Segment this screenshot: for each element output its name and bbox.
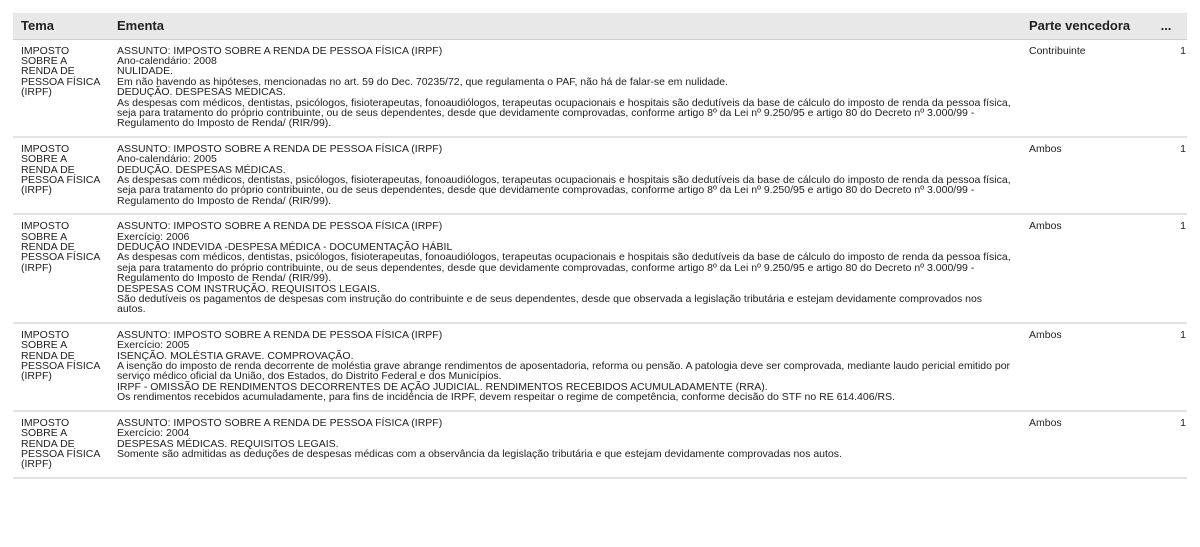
ementa-line: ASSUNTO: IMPOSTO SOBRE A RENDA DE PESSOA FÍSICA (IRPF) [117, 328, 443, 341]
results-table-container [13, 13, 1187, 479]
results-table [13, 13, 1187, 479]
ementa-line: A isenção do imposto de renda decorrente de moléstia grave abrange rendimentos de aposentadoria, reforma ou pensão. A patologia deve ser comprovada, mediante laudo pericial emitido por serviço médico oficial da União, dos Estados, do Distrito Federal e dos Municípios. [117, 360, 1011, 383]
ementa-line: NULIDADE. [117, 65, 174, 78]
table-body [13, 39, 1187, 478]
cell-ementa [109, 411, 1021, 478]
cell-count: 1 [1145, 137, 1187, 214]
ementa-line: São dedutíveis os pagamentos de despesas com instrução do contribuinte e de seus dependentes, desde que observada a legislação tributária e estejam devidamente comprovados nos autos. [117, 293, 983, 316]
ementa-line: Exercício: 2004 [117, 427, 190, 440]
ementa-line: DEDUÇÃO. DESPESAS MÉDICAS. [117, 163, 286, 176]
ementa-line: ISENÇÃO. MOLÉSTIA GRAVE. COMPROVAÇÃO. [117, 349, 354, 362]
cell-parte-vencedora: Ambos [1021, 214, 1145, 323]
ementa-line: As despesas com médicos, dentistas, psicólogos, fisioterapeutas, fonoaudiólogos, terapeutas ocupacionais e hospitais são dedutíveis da base de cálculo do imposto de renda da pessoa física, seja para tratamento do próprio contribuinte, ou de seus dependentes, desde que devidamente comprovadas, conforme artigo 8º da Lei nº 9.250/95 e artigo 80 do Decreto nº 3.000/99 - Regulamento do Imposto de Renda/ (RIR/99). [117, 251, 1011, 285]
cell-parte-vencedora: Ambos [1021, 323, 1145, 411]
ementa-line: Exercício: 2006 [117, 230, 190, 243]
cell-parte-vencedora: Ambos [1021, 411, 1145, 478]
header-parte-vencedora[interactable]: Parte vencedora [1021, 13, 1145, 39]
ementa-line: DESPESAS COM INSTRUÇÃO. REQUISITOS LEGAIS. [117, 282, 380, 295]
cell-tema: IMPOSTO SOBRE A RENDA DE PESSOA FÍSICA (IRPF) [13, 39, 109, 137]
ementa-line: IRPF - OMISSÃO DE RENDIMENTOS DECORRENTES DE AÇÃO JUDICIAL. RENDIMENTOS RECEBIDOS ACUMULADAMENTE (RRA). [117, 380, 768, 393]
table-row[interactable] [13, 411, 1187, 478]
ementa-line: DEDUÇÃO. DESPESAS MÉDICAS. [117, 86, 286, 99]
cell-parte-vencedora: Contribuinte [1021, 39, 1145, 137]
ementa-line: DEDUÇÃO INDEVIDA -DESPESA MÉDICA - DOCUMENTAÇÃO HÁBIL [117, 241, 453, 253]
cell-ementa [109, 39, 1021, 137]
cell-tema: IMPOSTO SOBRE A RENDA DE PESSOA FÍSICA (IRPF) [13, 323, 109, 411]
ementa-line: DESPESAS MÉDICAS. REQUISITOS LEGAIS. [117, 437, 339, 450]
ementa-line: As despesas com médicos, dentistas, psicólogos, fisioterapeutas, fonoaudiólogos, terapeutas ocupacionais e hospitais são dedutíveis da base de cálculo do imposto de renda da pessoa física, seja para tratamento do próprio contribuinte, ou de seus dependentes, desde que devidamente comprovadas, conforme artigo 8º da Lei nº 9.250/95 e artigo 80 do Decreto nº 3.000/99 - Regulamento do Imposto de Renda/ (RIR/99). [117, 96, 1011, 130]
header-row [13, 13, 1187, 39]
header-tema[interactable]: Tema [13, 13, 109, 39]
ementa-line: Em não havendo as hipóteses, mencionadas no art. 59 do Dec. 70235/72, que regulamenta o PAF, não há de falar-se em nulidade. [117, 75, 728, 88]
table-row[interactable] [13, 137, 1187, 214]
ementa-line: Somente são admitidas as deduções de despesas médicas com a observância da legislação tributária e que estejam devidamente comprovadas nos autos. [117, 447, 842, 460]
ementa-line: ASSUNTO: IMPOSTO SOBRE A RENDA DE PESSOA FÍSICA (IRPF) [117, 220, 443, 233]
table-header [13, 13, 1187, 39]
table-row[interactable] [13, 39, 1187, 137]
ementa-line: Exercício: 2005 [117, 339, 190, 352]
cell-count: 1 [1145, 323, 1187, 411]
header-ementa[interactable]: Ementa [109, 13, 1021, 39]
ementa-line: ASSUNTO: IMPOSTO SOBRE A RENDA DE PESSOA FÍSICA (IRPF) [117, 142, 443, 155]
cell-ementa [109, 214, 1021, 323]
cell-parte-vencedora: Ambos [1021, 137, 1145, 214]
cell-tema: IMPOSTO SOBRE A RENDA DE PESSOA FÍSICA (IRPF) [13, 411, 109, 478]
ementa-line: As despesas com médicos, dentistas, psicólogos, fisioterapeutas, fonoaudiólogos, terapeutas ocupacionais e hospitais são dedutíveis da base de cálculo do imposto de renda da pessoa física, seja para tratamento do próprio contribuinte, ou de seus dependentes, desde que devidamente comprovadas, conforme artigo 8º da Lei nº 9.250/95 e artigo 80 do Decreto nº 3.000/99 - Regulamento do Imposto de Renda/ (RIR/99). [117, 173, 1011, 207]
ementa-line: Os rendimentos recebidos acumuladamente, para fins de incidência de IRPF, devem respeitar o regime de competência, conforme decisão do STF no RE 614.406/RS. [117, 391, 895, 404]
cell-count: 1 [1145, 411, 1187, 478]
cell-count: 1 [1145, 214, 1187, 323]
table-row[interactable] [13, 214, 1187, 323]
cell-tema: IMPOSTO SOBRE A RENDA DE PESSOA FÍSICA (IRPF) [13, 214, 109, 323]
ementa-line: Ano-calendário: 2008 [117, 54, 217, 67]
cell-ementa [109, 323, 1021, 411]
header-more-columns[interactable]: ... [1145, 13, 1187, 39]
ementa-line: ASSUNTO: IMPOSTO SOBRE A RENDA DE PESSOA FÍSICA (IRPF) [117, 416, 443, 429]
table-row[interactable] [13, 323, 1187, 411]
cell-tema: IMPOSTO SOBRE A RENDA DE PESSOA FÍSICA (IRPF) [13, 137, 109, 214]
ementa-line: ASSUNTO: IMPOSTO SOBRE A RENDA DE PESSOA FÍSICA (IRPF) [117, 44, 443, 57]
cell-count: 1 [1145, 39, 1187, 137]
cell-ementa [109, 137, 1021, 214]
ementa-line: Ano-calendário: 2005 [117, 153, 217, 166]
